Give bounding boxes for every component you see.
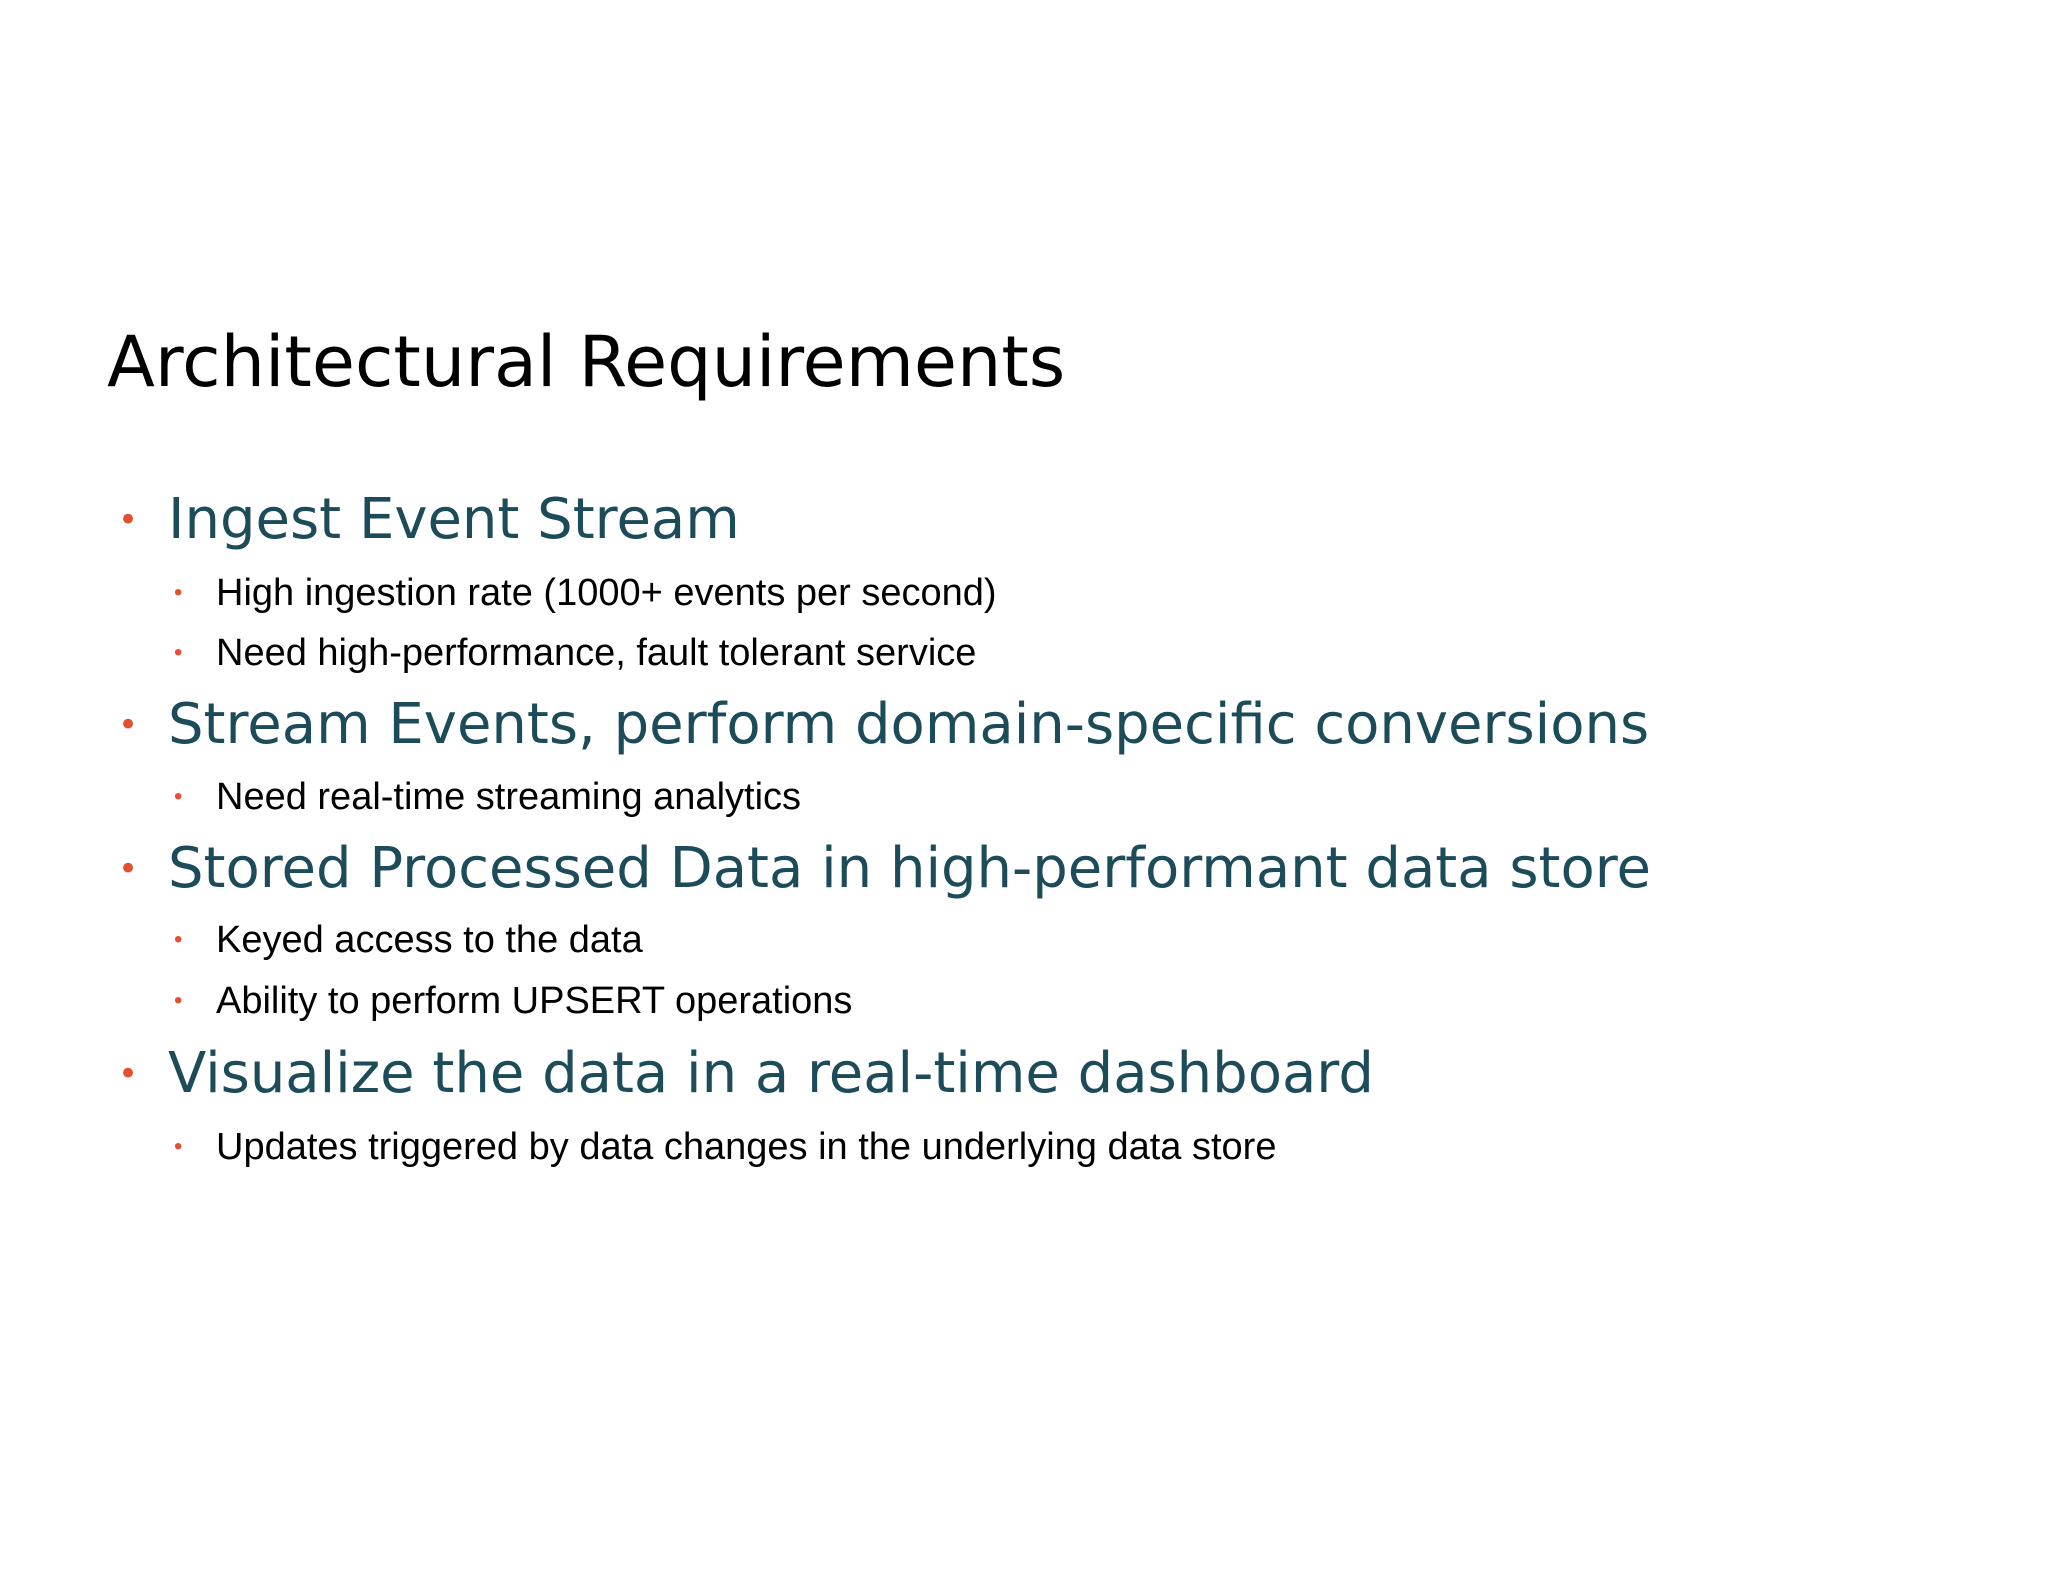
sub-bullet-text: Keyed access to the data <box>216 919 643 961</box>
sub-bullet-text: Need real-time streaming analytics <box>216 776 802 818</box>
slide-title: Architectural Requirements <box>107 321 1066 403</box>
bullet-text: Ingest Event Stream <box>168 487 740 552</box>
bullet-text: Stream Events, perform domain-specific conversions <box>168 692 1650 757</box>
bullet-dot-icon: • <box>118 500 139 540</box>
bullet-dot-icon: • <box>118 705 139 745</box>
sub-bullet-text: Updates triggered by data changes in the underlying data store <box>216 1126 1277 1168</box>
bullet-dot-icon: • <box>118 849 139 889</box>
bullet-text: Stored Processed Data in high-performant data store <box>168 836 1651 901</box>
bullet-dot-icon: • <box>174 783 183 810</box>
bullet-text: Visualize the data in a real-time dashboard <box>168 1041 1374 1106</box>
bullet-dot-icon: • <box>174 1133 183 1160</box>
bullet-dot-icon: • <box>174 579 183 606</box>
sub-bullet-text: High ingestion rate (1000+ events per second) <box>216 572 997 614</box>
bullet-dot-icon: • <box>174 639 183 666</box>
bullet-dot-icon: • <box>118 1054 139 1094</box>
sub-bullet-text: Need high-performance, fault tolerant service <box>216 632 977 674</box>
sub-bullet-text: Ability to perform UPSERT operations <box>216 980 853 1022</box>
bullet-dot-icon: • <box>174 926 183 953</box>
bullet-dot-icon: • <box>174 987 183 1014</box>
